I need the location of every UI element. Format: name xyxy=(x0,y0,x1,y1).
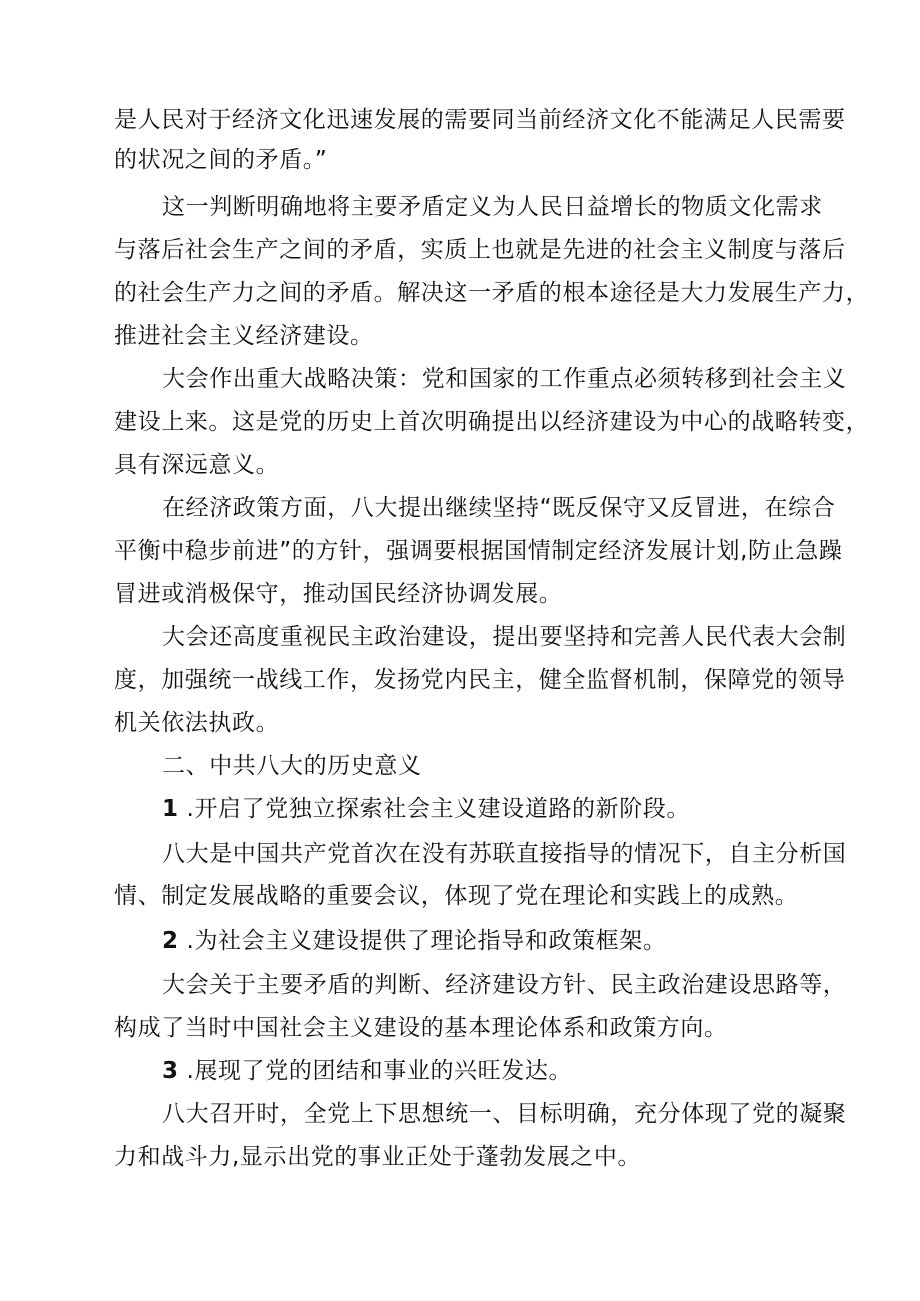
text-line: 推进社会主义经济建设。 xyxy=(114,323,374,349)
text-line: 八大是中国共产党首次在没有苏联直接指导的情况下，自主分析国 xyxy=(162,841,847,867)
text-line: 具有深远意义。 xyxy=(114,452,280,478)
item-number: 3 xyxy=(162,1058,179,1084)
text-line: 机关依法执政。 xyxy=(114,710,280,736)
text-line: 大会作出重大战略决策：党和国家的工作重点必须转移到社会主义 xyxy=(162,366,847,392)
item-number: 1 xyxy=(162,796,179,822)
text-line: 大会关于主要矛盾的判断、经济建设方针、民主政治建设思路等， xyxy=(162,972,847,998)
section-heading: 二、中共八大的历史意义 xyxy=(162,753,422,779)
numbered-item xyxy=(162,925,666,957)
text-line: 与落后社会生产之间的矛盾，实质上也就是先进的社会主义制度与落后 xyxy=(114,237,846,263)
text-line: 在经济政策方面，八大提出继续坚持“既反保守又反冒进，在综合 xyxy=(162,495,836,521)
numbered-item xyxy=(162,1055,572,1087)
text-line: 大会还高度重视民主政治建设，提出要坚持和完善人民代表大会制 xyxy=(162,624,847,650)
text-line: 这一判断明确地将主要矛盾定义为人民日益增长的物质文化需求 xyxy=(162,194,823,220)
text-line: 八大召开时，全党上下思想统一、目标明确，充分体现了党的凝聚 xyxy=(162,1101,847,1127)
text-line: 的社会生产力之间的矛盾。解决这一矛盾的根本途径是大力发展生产力， xyxy=(114,280,870,306)
text-line: 力和战斗力,显示出党的事业正处于蓬勃发展之中。 xyxy=(114,1144,642,1170)
numbered-item xyxy=(162,793,690,825)
text-line: 是人民对于经济文化迅速发展的需要同当前经济文化不能满足人民需要 xyxy=(114,107,846,133)
text-line: 构成了当时中国社会主义建设的基本理论体系和政策方向。 xyxy=(114,1015,728,1041)
text-line: 情、制定发展战略的重要会议，体现了党在理论和实践上的成熟。 xyxy=(114,883,799,909)
item-number: 2 xyxy=(162,928,179,954)
text-line: 度，加强统一战线工作，发扬党内民主，健全监督机制，保障党的领导 xyxy=(114,667,846,693)
item-title: .开启了党独立探索社会主义建设道路的新阶段。 xyxy=(186,796,691,822)
text-line: 冒进或消极保守，推动国民经济协调发展。 xyxy=(114,581,563,607)
text-line: 平衡中稳步前进”的方针，强调要根据国情制定经济发展计划,防止急躁 xyxy=(114,538,843,564)
item-title: .展现了党的团结和事业的兴旺发达。 xyxy=(186,1058,573,1084)
text-line: 建设上来。这是党的历史上首次明确提出以经济建设为中心的战略转变， xyxy=(114,409,870,435)
text-line: 的状况之间的矛盾。” xyxy=(114,147,328,173)
item-title: .为社会主义建设提供了理论指导和政策框架。 xyxy=(186,928,667,954)
